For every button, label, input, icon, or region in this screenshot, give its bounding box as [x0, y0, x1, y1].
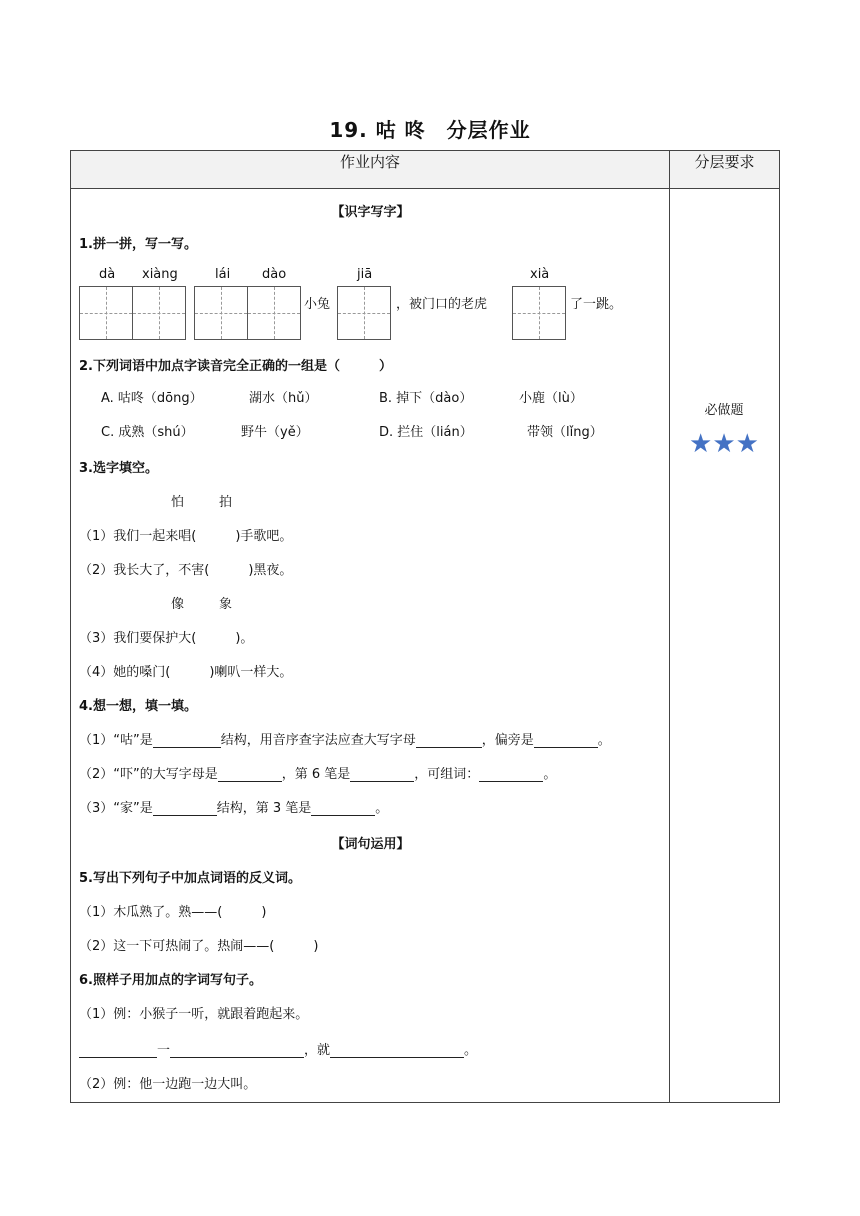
q2-heading: 2.下列词语中加点字读音完全正确的一组是（ ） [79, 359, 392, 374]
blank[interactable] [153, 801, 217, 816]
blank[interactable] [330, 1043, 464, 1058]
page-title: 19. 咕 咚 分层作业 [329, 118, 531, 142]
q6-example-2: （2）例：他一边跑一边大叫。 [79, 1077, 257, 1092]
requirement-label: 必做题 [704, 403, 744, 418]
homework-table [70, 150, 780, 1103]
q4-line-3: （3）“家”是 结构，第 3 笔是 。 [79, 801, 389, 816]
q2-option-d2: 带领（lǐng） [527, 425, 603, 440]
q5-sentence-1: （1）木瓜熟了。熟——( ) [79, 905, 267, 920]
pinyin-6: xià [530, 267, 550, 282]
q3-sentence-1: （1）我们一起来唱( )手歌吧。 [79, 529, 293, 544]
pinyin-2: xiàng [142, 267, 178, 282]
blank[interactable] [170, 1043, 304, 1058]
q4-line-1: （1）“咕”是 结构，用音序查字法应查大写字母 ，偏旁是 。 [79, 733, 611, 748]
q5-sentence-2: （2）这一下可热闹了。热闹——( ) [79, 939, 319, 954]
blank[interactable] [218, 767, 282, 782]
header-requirement: 分层要求 [670, 151, 780, 189]
writing-box[interactable] [337, 286, 391, 340]
q2-option-b1: B. 掉下（dào） [379, 391, 473, 406]
q2-option-b2: 小鹿（lù） [519, 391, 583, 406]
blank[interactable] [534, 733, 598, 748]
writing-box[interactable] [194, 286, 248, 340]
q2-option-c2: 野牛（yě） [241, 425, 309, 440]
pinyin-1: dà [99, 267, 116, 282]
blank[interactable] [153, 733, 221, 748]
q3-choice-2a: 像 [171, 597, 185, 612]
blank[interactable] [416, 733, 482, 748]
q5-heading: 5.写出下列句子中加点词语的反义词。 [79, 871, 301, 886]
q3-choice-1a: 怕 [171, 495, 185, 510]
q6-example-1: （1）例：小猴子一听，就跟着跑起来。 [79, 1007, 309, 1022]
star-rating-icon: ★★★ [689, 429, 759, 459]
pinyin-3: lái [215, 267, 231, 282]
q3-sentence-3: （3）我们要保护大( )。 [79, 631, 254, 646]
pinyin-5: jiā [357, 267, 373, 282]
q1-text-a: 小兔 [304, 297, 331, 312]
q2-option-a2: 湖水（hǔ） [249, 391, 318, 406]
q4-line-2: （2）“吓”的大写字母是 ，第 6 笔是 ，可组词： 。 [79, 767, 557, 782]
writing-box[interactable] [512, 286, 566, 340]
writing-box[interactable] [132, 286, 186, 340]
q3-heading: 3.选字填空。 [79, 461, 158, 476]
blank[interactable] [479, 767, 543, 782]
writing-box[interactable] [247, 286, 301, 340]
content-cell [71, 189, 670, 1103]
q2-option-d1: D. 拦住（lián） [379, 425, 473, 440]
q2-option-c1: C. 成熟（shú） [101, 425, 194, 440]
q6-heading: 6.照样子用加点的字词写句子。 [79, 973, 262, 988]
q6-fill-line: 一 ，就 。 [79, 1039, 477, 1058]
q3-sentence-2: （2）我长大了，不害( )黑夜。 [79, 563, 293, 578]
q1-text-b: ，被门口的老虎 [396, 297, 488, 312]
q3-sentence-4: （4）她的嗓门( )喇叭一样大。 [79, 665, 293, 680]
header-content: 作业内容 [71, 151, 670, 189]
q4-heading: 4.想一想，填一填。 [79, 699, 197, 714]
q2-option-a1: A. 咕咚（dōng） [101, 391, 203, 406]
writing-box[interactable] [79, 286, 133, 340]
section-usage: 【词句运用】 [331, 837, 410, 852]
q3-choice-2b: 象 [219, 597, 233, 612]
blank[interactable] [350, 767, 414, 782]
section-literacy: 【识字写字】 [331, 205, 410, 220]
q1-heading: 1.拼一拼，写一写。 [79, 237, 197, 252]
q1-text-c: 了一跳。 [570, 297, 623, 312]
blank[interactable] [311, 801, 375, 816]
pinyin-4: dào [262, 267, 287, 282]
q3-choice-1b: 拍 [219, 495, 233, 510]
blank[interactable] [79, 1043, 157, 1058]
requirement-cell [670, 189, 780, 1103]
